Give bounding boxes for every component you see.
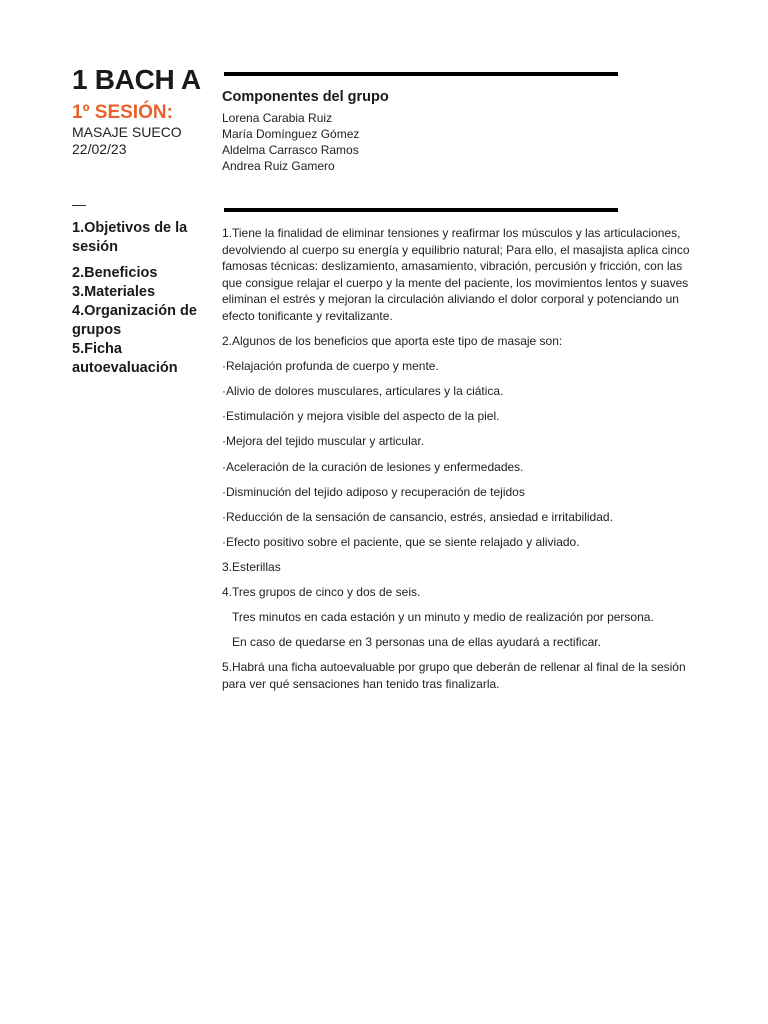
session-title: 1º SESIÓN: bbox=[72, 102, 173, 123]
table-of-contents bbox=[72, 219, 202, 378]
header-block bbox=[72, 62, 202, 158]
groups-paragraph: 4.Tres grupos de cinco y dos de seis. bbox=[222, 585, 421, 599]
group-member: María Domínguez Gómez bbox=[222, 127, 360, 141]
evaluation-paragraph: 5.Habrá una ficha autoevaluable por grupo que deberán de rellenar al final de la sesión para ver qué sensaciones han tenido tras finalizarla. bbox=[222, 660, 686, 691]
benefit-item: ·Relajación profunda de cuerpo y mente. bbox=[222, 359, 439, 374]
toc-item-ficha: 5.Ficha autoevaluación bbox=[72, 341, 178, 376]
session-subtitle: MASAJE SUECO bbox=[72, 124, 182, 140]
group-heading: Componentes del grupo bbox=[222, 89, 389, 105]
objectives-paragraph: 1.Tiene la finalidad de eliminar tensiones y reafirmar los músculos y las articulaciones, devolviendo al cuerpo su energía y equilibrio natural; Para ello, el masajista aplica cinco famosas técnicas: deslizamiento, amasamiento, vibración, percusión y fricción, con las que consigue relajar el cuerpo y la mente del paciente, los movimientos lentos y suaves eliminan el estrés y mejoran la circulación aliviando el dolor corporal y potenciando un efecto tonificante y revitalizante. bbox=[222, 226, 690, 323]
benefit-item: ·Alivio de dolores musculares, articulares y la ciática. bbox=[222, 384, 504, 399]
benefit-item: ·Mejora del tejido muscular y articular. bbox=[222, 434, 425, 449]
group-member: Andrea Ruiz Gamero bbox=[222, 159, 335, 173]
toc-item-beneficios: 2.Beneficios bbox=[72, 265, 158, 281]
toc-item-objetivos: 1.Objetivos de la sesión bbox=[72, 220, 188, 255]
benefit-item: ·Efecto positivo sobre el paciente, que se siente relajado y aliviado. bbox=[222, 534, 580, 549]
benefits-intro: 2.Algunos de los beneficios que aporta este tipo de masaje son: bbox=[222, 334, 563, 349]
benefit-item: ·Aceleración de la curación de lesiones y enfermedades. bbox=[222, 459, 524, 474]
toc-item-organizacion: 4.Organización de grupos bbox=[72, 303, 197, 338]
dash-divider: — bbox=[72, 196, 86, 212]
toc-item-materiales: 3.Materiales bbox=[72, 284, 156, 300]
section-rule bbox=[224, 208, 618, 212]
groups-detail: En caso de quedarse en 3 personas una de ellas ayudará a rectificar. bbox=[232, 635, 601, 650]
materials-paragraph: 3.Esterillas bbox=[222, 559, 281, 574]
session-date: 22/02/23 bbox=[72, 141, 127, 157]
main-content bbox=[222, 225, 700, 701]
benefit-item: ·Estimulación y mejora visible del aspecto de la piel. bbox=[222, 409, 500, 424]
group-member: Aldelma Carrasco Ramos bbox=[222, 143, 359, 157]
group-member: Lorena Carabia Ruiz bbox=[222, 111, 333, 125]
page-title: 1 BACH A bbox=[72, 64, 201, 95]
top-rule bbox=[224, 72, 618, 76]
group-members-block bbox=[222, 88, 622, 174]
benefit-item: ·Disminución del tejido adiposo y recuperación de tejidos bbox=[222, 484, 525, 499]
benefit-item: ·Reducción de la sensación de cansancio, estrés, ansiedad e irritabilidad. bbox=[222, 509, 613, 524]
groups-detail: Tres minutos en cada estación y un minuto y medio de realización por persona. bbox=[232, 610, 654, 625]
